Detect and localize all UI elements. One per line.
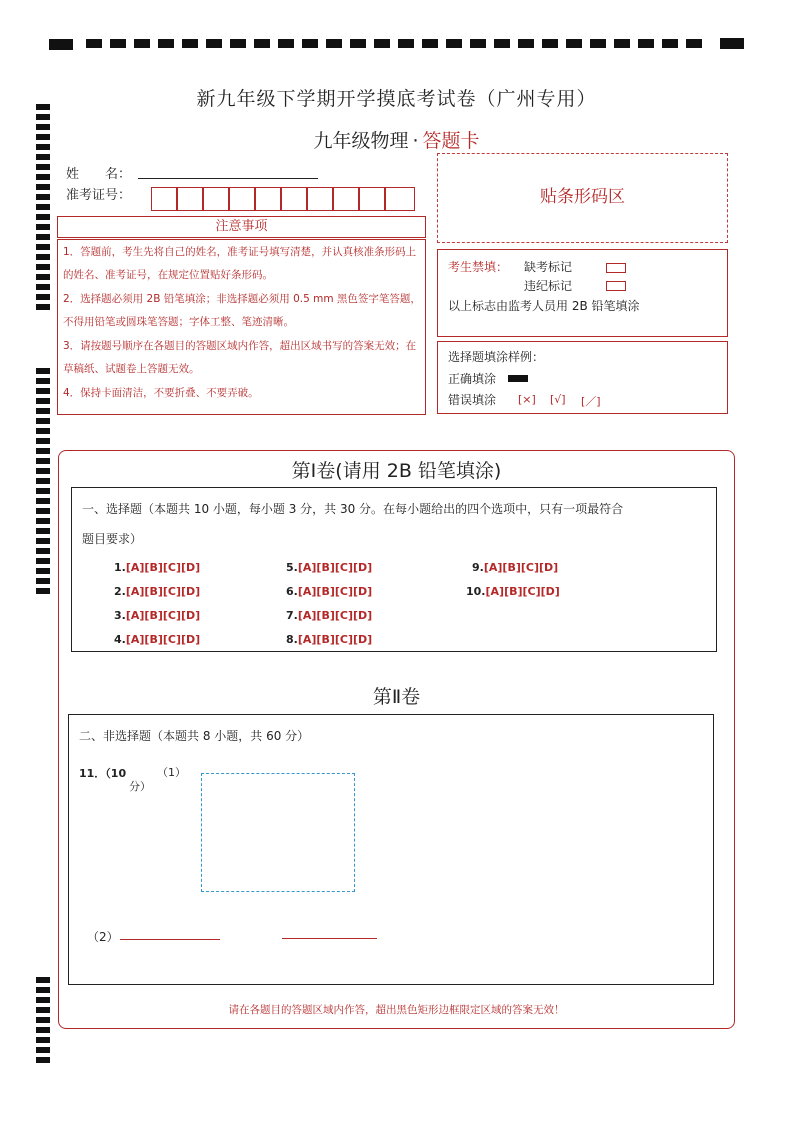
notice-title: 注意事项: [57, 216, 426, 238]
subtitle-separator: ·: [412, 130, 419, 152]
question-11-points: 分）: [129, 780, 151, 793]
answer-line-1[interactable]: [120, 939, 220, 940]
wrong-fill-label: 错误填涂: [448, 393, 497, 407]
name-label: 姓 名：: [66, 167, 132, 182]
question-11-sub2: （2）: [87, 930, 119, 944]
question-7-options[interactable]: 7.[A][B][C][D]: [286, 609, 373, 622]
fill-sample-title: 选择题填涂样例：: [448, 350, 545, 364]
choice-section: [71, 487, 717, 652]
wrong-mark-slash: [／]: [581, 395, 601, 408]
footer-warning: 请在各题目的答题区域内作答，超出黑色矩形边框限定区域的答案无效！: [228, 1004, 565, 1016]
question-3-options[interactable]: 3.[A][B][C][D]: [114, 609, 201, 622]
part2-title: 第Ⅱ卷: [372, 686, 421, 708]
notice-item-1: 1．答题前，考生先将自己的姓名，准考证号填写清楚，并认真核准条形码上的姓名、准考证号，在规定位置贴好条形码。: [63, 246, 417, 281]
forbidden-note: 以上标志由监考人员用 2B 铅笔填涂: [448, 299, 640, 313]
question-11-sub1: （1）: [157, 766, 186, 779]
notice-item-4: 4．保持卡面清洁，不要折叠、不要弄破。: [63, 387, 259, 399]
choice-instruction-line1: 一、选择题（本题共 10 小题，每小题 3 分，共 30 分。在每小题给出的四个选项中，只有一项最符合: [82, 502, 624, 516]
subtitle-card: 答题卡: [422, 130, 480, 152]
page-subtitle: [0, 126, 793, 153]
question-1-options[interactable]: 1.[A][B][C][D]: [114, 561, 201, 574]
correct-fill-label: 正确填涂: [448, 372, 497, 386]
examinee-forbidden-box: [437, 249, 728, 337]
non-choice-section: [68, 714, 714, 985]
question-8-options[interactable]: 8.[A][B][C][D]: [286, 633, 373, 646]
question-9-options[interactable]: 9.[A][B][C][D]: [472, 561, 559, 574]
question-5-options[interactable]: 5.[A][B][C][D]: [286, 561, 373, 574]
question-10-options[interactable]: 10.[A][B][C][D]: [466, 585, 560, 598]
subtitle-subject: 九年级物理: [313, 130, 409, 152]
forbidden-label: 考生禁填：: [448, 260, 509, 274]
question-4-options[interactable]: 4.[A][B][C][D]: [114, 633, 201, 646]
absent-mark-box[interactable]: [606, 263, 626, 273]
id-label: 准考证号：: [66, 188, 132, 203]
correct-fill-sample: [508, 375, 528, 382]
non-choice-instruction: 二、非选择题（本题共 8 小题，共 60 分）: [79, 729, 310, 743]
barcode-area[interactable]: 贴条形码区: [437, 153, 728, 243]
question-2-options[interactable]: 2.[A][B][C][D]: [114, 585, 201, 598]
violation-mark-box[interactable]: [606, 281, 626, 291]
absent-label: 缺考标记: [524, 260, 573, 274]
violation-label: 违纪标记: [524, 279, 573, 293]
notice-box: [57, 239, 426, 415]
question-6-options[interactable]: 6.[A][B][C][D]: [286, 585, 373, 598]
answer-line-2[interactable]: [282, 938, 377, 939]
part1-title: 第Ⅰ卷(请用 2B 铅笔填涂): [291, 460, 502, 482]
notice-item-2: 2．选择题必须用 2B 铅笔填涂；非选择题必须用 0.5 mm 黑色签字笔答题，不得用铅笔或圆珠笔答题；字体工整、笔迹清晰。: [63, 293, 421, 328]
choice-instruction-line2: 题目要求）: [82, 532, 143, 546]
fill-sample-box: [437, 341, 728, 414]
drawing-area[interactable]: [201, 773, 355, 892]
question-11-number: 11．（10: [79, 767, 127, 780]
page-title: 新九年级下学期开学摸底考试卷（广州专用）: [196, 88, 597, 110]
notice-item-3: 3．请按题号顺序在各题目的答题区域内作答，超出区域书写的答案无效；在草稿纸、试题卷上答题无效。: [63, 340, 417, 375]
wrong-mark-check: [√]: [550, 393, 566, 406]
name-field[interactable]: [138, 178, 318, 179]
wrong-mark-cross: [×]: [518, 393, 536, 406]
